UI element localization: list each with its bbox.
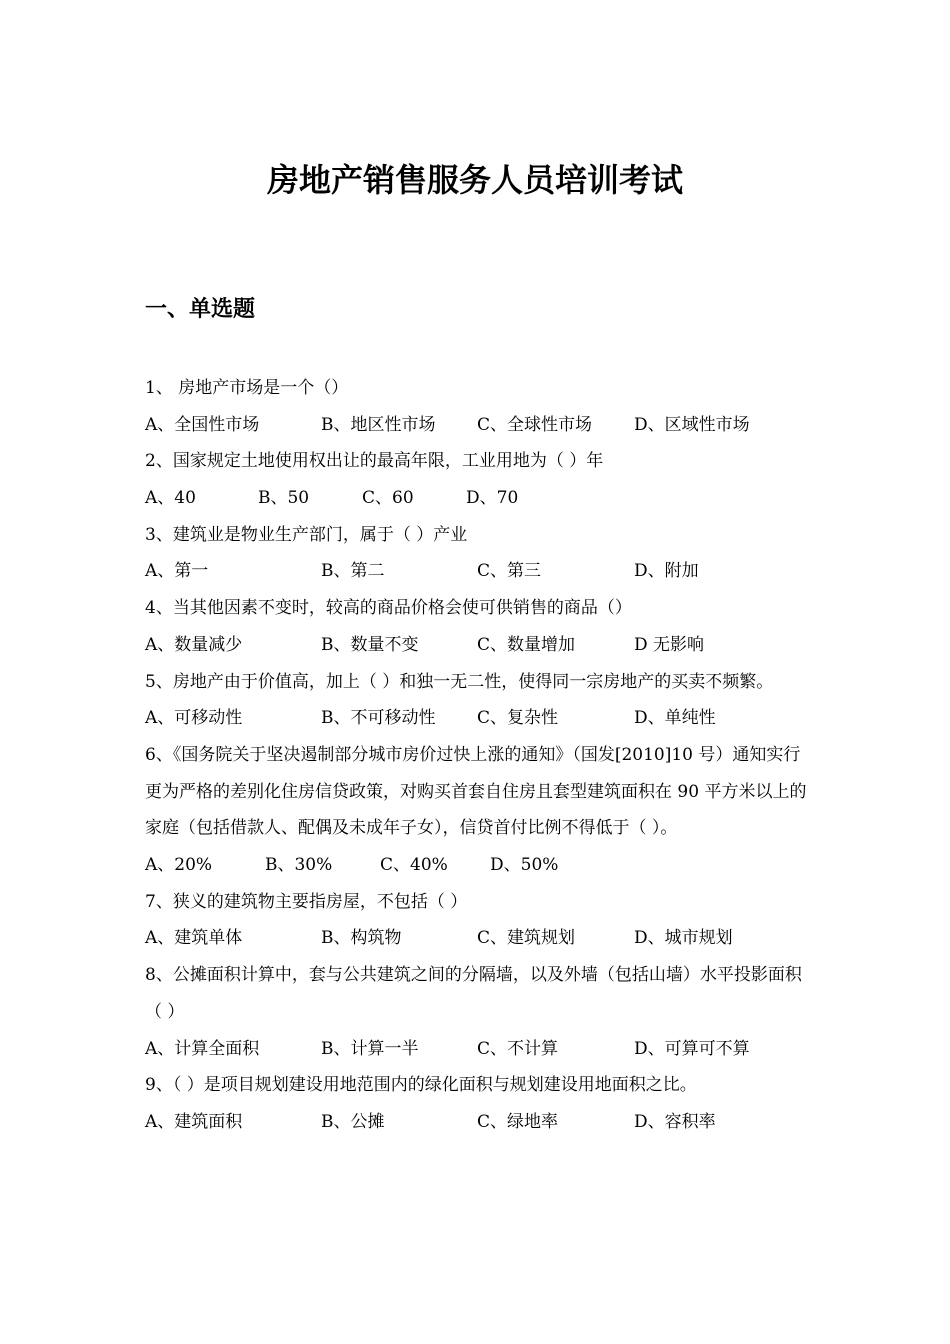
- question-stem: 6、《国务院关于坚决遏制部分城市房价过快上涨的通知》（国发[2010]10 号）通知实行更为严格的差别化住房信贷政策，对购买首套自住房且套型建筑面积在 90 平方米以上的家庭（包括借款人、配偶及未成年子女），信贷首付比例不得低于（ ）。: [145, 744, 807, 839]
- option-c: C、绿地率: [477, 1111, 559, 1132]
- option-d: D、容积率: [634, 1111, 716, 1132]
- question-3: [145, 517, 810, 590]
- question-7: [145, 884, 810, 957]
- question-stem: 1、 房地产市场是一个（）: [145, 378, 349, 398]
- option-row: [145, 700, 810, 737]
- question-stem: 9、（ ）是项目规划建设用地范围内的绿化面积与规划建设用地面积之比。: [145, 1075, 697, 1096]
- option-b: B、构筑物: [321, 928, 402, 949]
- document-title: 房地产销售服务人员培训考试: [266, 161, 683, 199]
- option-a: A、全国性市场: [145, 414, 260, 435]
- option-c: C、60: [362, 488, 414, 509]
- option-c: C、第三: [477, 561, 542, 582]
- option-a: A、20%: [145, 855, 213, 876]
- option-c: C、复杂性: [477, 708, 559, 729]
- option-row: [145, 407, 810, 444]
- option-a: A、数量减少: [145, 634, 243, 655]
- question-9: [145, 1067, 810, 1140]
- option-a: A、第一: [145, 561, 209, 582]
- question-5: [145, 664, 810, 737]
- question-6: [145, 737, 810, 884]
- option-a: A、计算全面积: [145, 1038, 260, 1059]
- question-stem: 4、当其他因素不变时，较高的商品价格会使可供销售的商品（）: [145, 598, 632, 619]
- option-d: D、单纯性: [634, 708, 716, 729]
- option-a: A、建筑面积: [145, 1111, 243, 1132]
- option-d: D、附加: [634, 561, 699, 582]
- question-stem: 8、公摊面积计算中，套与公共建筑之间的分隔墙，以及外墙（包括山墙）水平投影面积（ ）: [145, 965, 802, 1022]
- option-row: [145, 1031, 810, 1068]
- option-a: A、可移动性: [145, 708, 243, 729]
- option-c: C、40%: [380, 855, 448, 876]
- option-d: D、城市规划: [634, 928, 733, 949]
- option-d: D、可算可不算: [634, 1038, 750, 1059]
- option-c: C、全球性市场: [477, 414, 593, 435]
- question-list: [145, 370, 810, 1141]
- option-b: B、50: [258, 488, 310, 509]
- option-c: C、建筑规划: [477, 928, 576, 949]
- option-row: [145, 1104, 810, 1141]
- question-2: [145, 443, 810, 516]
- option-c: C、数量增加: [477, 634, 576, 655]
- option-d: D 无影响: [634, 634, 705, 655]
- option-b: B、30%: [265, 855, 333, 876]
- question-4: [145, 590, 810, 663]
- question-8: [145, 957, 810, 1067]
- option-row: [145, 553, 810, 590]
- option-row: [145, 627, 810, 664]
- option-d: D、区域性市场: [634, 414, 750, 435]
- question-stem: 2、国家规定土地使用权出让的最高年限，工业用地为（ ）年: [145, 451, 604, 472]
- question-1: [145, 370, 810, 443]
- question-stem: 3、建筑业是物业生产部门，属于（ ）产业: [145, 524, 468, 545]
- option-d: D、70: [466, 488, 519, 509]
- option-row: [145, 480, 810, 517]
- option-b: B、地区性市场: [321, 414, 436, 435]
- option-a: A、40: [145, 488, 196, 509]
- option-b: B、公摊: [321, 1111, 385, 1132]
- question-stem: 7、狭义的建筑物主要指房屋，不包括（ ）: [145, 891, 468, 912]
- section-heading: 一、单选题: [145, 297, 256, 322]
- question-stem: 5、房地产由于价值高，加上（ ）和独一无二性，使得同一宗房地产的买卖不频繁。: [145, 671, 774, 692]
- option-b: B、数量不变: [321, 634, 419, 655]
- option-d: D、50%: [490, 855, 559, 876]
- option-c: C、不计算: [477, 1038, 559, 1059]
- option-row: [145, 847, 810, 884]
- option-row: [145, 920, 810, 957]
- option-b: B、不可移动性: [321, 708, 436, 729]
- option-b: B、第二: [321, 561, 385, 582]
- option-b: B、计算一半: [321, 1038, 419, 1059]
- option-a: A、建筑单体: [145, 928, 243, 949]
